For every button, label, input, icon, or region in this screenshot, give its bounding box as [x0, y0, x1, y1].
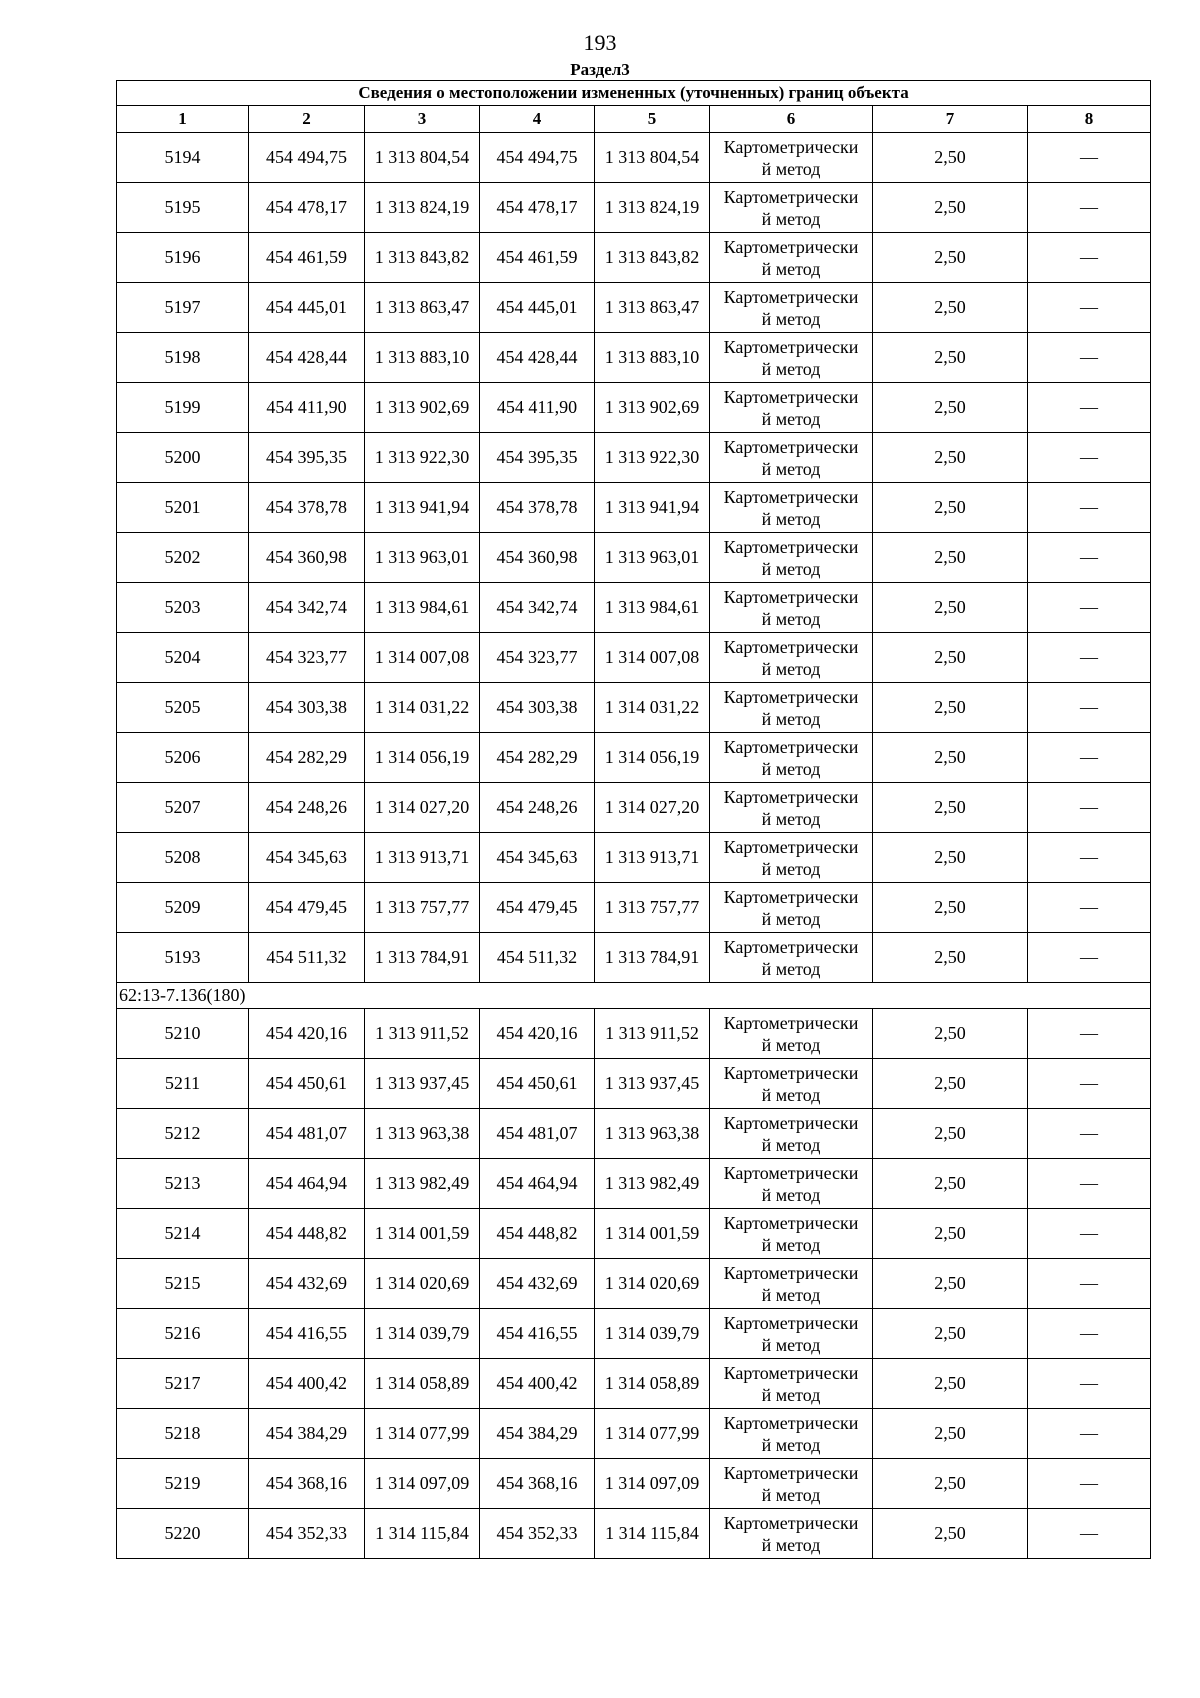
table-cell-col-6: Картометрически й метод: [710, 1259, 873, 1309]
table-cell-col-8: —: [1028, 533, 1151, 583]
table-cell-col-7: 2,50: [873, 433, 1028, 483]
table-cell-col-1: 5193: [117, 933, 249, 983]
table-cell-col-2: 454 248,26: [249, 783, 365, 833]
table-cell-col-7: 2,50: [873, 533, 1028, 583]
table-cell-col-5: 1 314 001,59: [595, 1209, 710, 1259]
table-cell-col-2: 454 481,07: [249, 1109, 365, 1159]
table-cell-col-4: 454 360,98: [480, 533, 595, 583]
table-cell-col-3: 1 314 115,84: [365, 1509, 480, 1559]
column-number-5: 5: [595, 106, 710, 133]
table-cell-col-4: 454 479,45: [480, 883, 595, 933]
table-row: [117, 183, 1151, 233]
table-cell-col-3: 1 313 984,61: [365, 583, 480, 633]
table-row: [117, 683, 1151, 733]
table-row: [117, 583, 1151, 633]
table-cell-col-2: 454 416,55: [249, 1309, 365, 1359]
column-number-7: 7: [873, 106, 1028, 133]
table-cell-col-6: Картометрически й метод: [710, 333, 873, 383]
table-cell-col-7: 2,50: [873, 1459, 1028, 1509]
table-cell-col-7: 2,50: [873, 1109, 1028, 1159]
table-cell-col-3: 1 313 937,45: [365, 1059, 480, 1109]
table-cell-col-4: 454 400,42: [480, 1359, 595, 1409]
table-cell-col-4: 454 342,74: [480, 583, 595, 633]
table-cell-col-7: 2,50: [873, 633, 1028, 683]
table-cell-col-1: 5207: [117, 783, 249, 833]
table-cell-col-4: 454 448,82: [480, 1209, 595, 1259]
table-cell-col-2: 454 282,29: [249, 733, 365, 783]
column-number-2: 2: [249, 106, 365, 133]
column-number-4: 4: [480, 106, 595, 133]
table-cell-col-1: 5197: [117, 283, 249, 333]
table-row: [117, 1009, 1151, 1059]
table-row: [117, 783, 1151, 833]
table-cell-col-3: 1 314 031,22: [365, 683, 480, 733]
table-cell-col-3: 1 314 077,99: [365, 1409, 480, 1459]
table-cell-col-2: 454 378,78: [249, 483, 365, 533]
table-row: [117, 1259, 1151, 1309]
table-cell-col-7: 2,50: [873, 233, 1028, 283]
table-cell-col-5: 1 314 020,69: [595, 1259, 710, 1309]
table-cell-col-6: Картометрически й метод: [710, 133, 873, 183]
table-cell-col-5: 1 313 963,38: [595, 1109, 710, 1159]
table-cell-col-3: 1 313 883,10: [365, 333, 480, 383]
table-cell-col-6: Картометрически й метод: [710, 383, 873, 433]
table-cell-col-3: 1 313 863,47: [365, 283, 480, 333]
table-cell-col-1: 5202: [117, 533, 249, 583]
table-cell-col-8: —: [1028, 1209, 1151, 1259]
table-cell-col-6: Картометрически й метод: [710, 1459, 873, 1509]
table-cell-col-1: 5199: [117, 383, 249, 433]
table-cell-col-7: 2,50: [873, 383, 1028, 433]
table-cell-col-1: 5200: [117, 433, 249, 483]
table-cell-col-4: 454 368,16: [480, 1459, 595, 1509]
table-cell-col-1: 5205: [117, 683, 249, 733]
table-cell-col-5: 1 313 963,01: [595, 533, 710, 583]
table-row: [117, 933, 1151, 983]
table-cell-col-5: 1 314 058,89: [595, 1359, 710, 1409]
table-cell-col-4: 454 352,33: [480, 1509, 595, 1559]
table-cell-col-6: Картометрически й метод: [710, 1109, 873, 1159]
table-cell-col-1: 5210: [117, 1009, 249, 1059]
table-cell-col-6: Картометрически й метод: [710, 733, 873, 783]
table-row: [117, 1459, 1151, 1509]
table-cell-col-4: 454 282,29: [480, 733, 595, 783]
table-cell-col-7: 2,50: [873, 1509, 1028, 1559]
table-row: [117, 333, 1151, 383]
table-cell-col-1: 5196: [117, 233, 249, 283]
table-row: [117, 433, 1151, 483]
table-cell-col-3: 1 313 804,54: [365, 133, 480, 183]
table-row: [117, 633, 1151, 683]
table-row: [117, 1159, 1151, 1209]
table-caption: Сведения о местоположении измененных (уточненных) границ объекта: [117, 81, 1151, 106]
group-row: [117, 983, 1151, 1009]
table-cell-col-2: 454 395,35: [249, 433, 365, 483]
table-cell-col-2: 454 420,16: [249, 1009, 365, 1059]
table-cell-col-3: 1 314 001,59: [365, 1209, 480, 1259]
table-cell-col-2: 454 384,29: [249, 1409, 365, 1459]
table-cell-col-2: 454 368,16: [249, 1459, 365, 1509]
table-cell-col-1: 5220: [117, 1509, 249, 1559]
table-cell-col-1: 5216: [117, 1309, 249, 1359]
table-cell-col-3: 1 314 007,08: [365, 633, 480, 683]
table-cell-col-7: 2,50: [873, 1259, 1028, 1309]
table-cell-col-5: 1 313 984,61: [595, 583, 710, 633]
table-cell-col-8: —: [1028, 1309, 1151, 1359]
group-label: 62:13-7.136(180): [117, 983, 1151, 1009]
table-cell-col-5: 1 313 913,71: [595, 833, 710, 883]
table-cell-col-4: 454 511,32: [480, 933, 595, 983]
table-cell-col-1: 5201: [117, 483, 249, 533]
table-cell-col-4: 454 303,38: [480, 683, 595, 733]
table-cell-col-4: 454 384,29: [480, 1409, 595, 1459]
table-cell-col-5: 1 313 902,69: [595, 383, 710, 433]
table-cell-col-8: —: [1028, 883, 1151, 933]
table-cell-col-8: —: [1028, 133, 1151, 183]
table-cell-col-1: 5212: [117, 1109, 249, 1159]
table-cell-col-5: 1 313 982,49: [595, 1159, 710, 1209]
table-cell-col-5: 1 314 115,84: [595, 1509, 710, 1559]
table-cell-col-6: Картометрически й метод: [710, 283, 873, 333]
table-cell-col-8: —: [1028, 183, 1151, 233]
table-row: [117, 233, 1151, 283]
table-cell-col-5: 1 313 937,45: [595, 1059, 710, 1109]
table-cell-col-3: 1 314 097,09: [365, 1459, 480, 1509]
table-cell-col-7: 2,50: [873, 1009, 1028, 1059]
table-cell-col-8: —: [1028, 1009, 1151, 1059]
table-cell-col-1: 5206: [117, 733, 249, 783]
table-cell-col-2: 454 345,63: [249, 833, 365, 883]
table-cell-col-2: 454 411,90: [249, 383, 365, 433]
table-cell-col-7: 2,50: [873, 733, 1028, 783]
table-cell-col-3: 1 314 039,79: [365, 1309, 480, 1359]
table-cell-col-6: Картометрически й метод: [710, 683, 873, 733]
table-row: [117, 1209, 1151, 1259]
table-cell-col-2: 454 432,69: [249, 1259, 365, 1309]
table-cell-col-7: 2,50: [873, 183, 1028, 233]
table-cell-col-7: 2,50: [873, 1159, 1028, 1209]
table-row: [117, 1509, 1151, 1559]
table-cell-col-5: 1 313 804,54: [595, 133, 710, 183]
table-cell-col-1: 5215: [117, 1259, 249, 1309]
table-cell-col-8: —: [1028, 733, 1151, 783]
table-cell-col-8: —: [1028, 833, 1151, 883]
table-cell-col-2: 454 511,32: [249, 933, 365, 983]
table-cell-col-7: 2,50: [873, 483, 1028, 533]
table-cell-col-4: 454 378,78: [480, 483, 595, 533]
table-cell-col-3: 1 313 843,82: [365, 233, 480, 283]
table-cell-col-3: 1 313 922,30: [365, 433, 480, 483]
table-cell-col-1: 5194: [117, 133, 249, 183]
table-cell-col-6: Картометрически й метод: [710, 1159, 873, 1209]
table-cell-col-2: 454 478,17: [249, 183, 365, 233]
table-row: [117, 1359, 1151, 1409]
table-row: [117, 883, 1151, 933]
table-caption-row: [117, 81, 1151, 106]
table-cell-col-2: 454 360,98: [249, 533, 365, 583]
table-cell-col-2: 454 342,74: [249, 583, 365, 633]
table-cell-col-3: 1 313 941,94: [365, 483, 480, 533]
table-cell-col-8: —: [1028, 933, 1151, 983]
table-cell-col-5: 1 313 843,82: [595, 233, 710, 283]
table-cell-col-1: 5218: [117, 1409, 249, 1459]
table-cell-col-6: Картометрически й метод: [710, 483, 873, 533]
table-cell-col-7: 2,50: [873, 583, 1028, 633]
table-row: [117, 1409, 1151, 1459]
table-cell-col-3: 1 313 913,71: [365, 833, 480, 883]
table-cell-col-5: 1 314 031,22: [595, 683, 710, 733]
table-row: [117, 1059, 1151, 1109]
table-cell-col-4: 454 323,77: [480, 633, 595, 683]
table-cell-col-5: 1 314 097,09: [595, 1459, 710, 1509]
table-cell-col-6: Картометрически й метод: [710, 233, 873, 283]
table-cell-col-2: 454 400,42: [249, 1359, 365, 1409]
table-cell-col-1: 5195: [117, 183, 249, 233]
table-cell-col-3: 1 313 963,38: [365, 1109, 480, 1159]
table-cell-col-2: 454 494,75: [249, 133, 365, 183]
table-row: [117, 133, 1151, 183]
table-cell-col-6: Картометрически й метод: [710, 183, 873, 233]
table-cell-col-6: Картометрически й метод: [710, 433, 873, 483]
table-cell-col-3: 1 314 056,19: [365, 733, 480, 783]
table-row: [117, 733, 1151, 783]
table-cell-col-5: 1 314 027,20: [595, 783, 710, 833]
table-cell-col-3: 1 313 824,19: [365, 183, 480, 233]
table-cell-col-8: —: [1028, 433, 1151, 483]
table-cell-col-5: 1 314 077,99: [595, 1409, 710, 1459]
table-cell-col-1: 5214: [117, 1209, 249, 1259]
table-cell-col-7: 2,50: [873, 1359, 1028, 1409]
table-cell-col-3: 1 313 902,69: [365, 383, 480, 433]
table-cell-col-5: 1 313 824,19: [595, 183, 710, 233]
table-row: [117, 1109, 1151, 1159]
table-cell-col-4: 454 416,55: [480, 1309, 595, 1359]
table-cell-col-2: 454 428,44: [249, 333, 365, 383]
table-cell-col-8: —: [1028, 383, 1151, 433]
table-cell-col-2: 454 352,33: [249, 1509, 365, 1559]
table-cell-col-8: —: [1028, 1109, 1151, 1159]
table-cell-col-4: 454 428,44: [480, 333, 595, 383]
table-cell-col-5: 1 313 757,77: [595, 883, 710, 933]
table-cell-col-7: 2,50: [873, 783, 1028, 833]
table-cell-col-6: Картометрически й метод: [710, 883, 873, 933]
table-cell-col-4: 454 411,90: [480, 383, 595, 433]
table-cell-col-3: 1 314 020,69: [365, 1259, 480, 1309]
table-cell-col-2: 454 448,82: [249, 1209, 365, 1259]
table-cell-col-7: 2,50: [873, 1209, 1028, 1259]
table-cell-col-1: 5204: [117, 633, 249, 683]
table-cell-col-8: —: [1028, 1509, 1151, 1559]
table-cell-col-5: 1 313 863,47: [595, 283, 710, 333]
table-cell-col-8: —: [1028, 1359, 1151, 1409]
table-cell-col-1: 5203: [117, 583, 249, 633]
table-cell-col-8: —: [1028, 333, 1151, 383]
table-cell-col-2: 454 479,45: [249, 883, 365, 933]
table-cell-col-4: 454 248,26: [480, 783, 595, 833]
table-cell-col-6: Картометрически й метод: [710, 833, 873, 883]
table-cell-col-6: Картометрически й метод: [710, 1209, 873, 1259]
table-row: [117, 533, 1151, 583]
table-cell-col-8: —: [1028, 1059, 1151, 1109]
table-cell-col-5: 1 313 883,10: [595, 333, 710, 383]
table-cell-col-6: Картометрически й метод: [710, 533, 873, 583]
table-cell-col-7: 2,50: [873, 1309, 1028, 1359]
table-cell-col-4: 454 420,16: [480, 1009, 595, 1059]
table-cell-col-2: 454 445,01: [249, 283, 365, 333]
table-cell-col-4: 454 461,59: [480, 233, 595, 283]
table-cell-col-5: 1 314 007,08: [595, 633, 710, 683]
table-cell-col-7: 2,50: [873, 883, 1028, 933]
column-number-1: 1: [117, 106, 249, 133]
section-title: Раздел3: [570, 60, 630, 79]
table-row: [117, 833, 1151, 883]
table-cell-col-2: 454 323,77: [249, 633, 365, 683]
table-cell-col-4: 454 432,69: [480, 1259, 595, 1309]
table-cell-col-3: 1 313 911,52: [365, 1009, 480, 1059]
table-row: [117, 1309, 1151, 1359]
table-cell-col-4: 454 445,01: [480, 283, 595, 333]
table-cell-col-6: Картометрически й метод: [710, 1309, 873, 1359]
table-cell-col-5: 1 314 039,79: [595, 1309, 710, 1359]
table-cell-col-7: 2,50: [873, 833, 1028, 883]
table-cell-col-1: 5211: [117, 1059, 249, 1109]
table-cell-col-1: 5213: [117, 1159, 249, 1209]
table-cell-col-8: —: [1028, 1159, 1151, 1209]
coordinates-table: [116, 80, 1151, 1559]
table-cell-col-7: 2,50: [873, 133, 1028, 183]
column-number-3: 3: [365, 106, 480, 133]
table-cell-col-8: —: [1028, 633, 1151, 683]
table-cell-col-2: 454 450,61: [249, 1059, 365, 1109]
table-cell-col-4: 454 494,75: [480, 133, 595, 183]
table-cell-col-4: 454 345,63: [480, 833, 595, 883]
table-row: [117, 383, 1151, 433]
table-body: [117, 81, 1151, 1559]
table-cell-col-8: —: [1028, 683, 1151, 733]
table-cell-col-1: 5198: [117, 333, 249, 383]
table-cell-col-5: 1 313 911,52: [595, 1009, 710, 1059]
table-cell-col-3: 1 313 757,77: [365, 883, 480, 933]
table-cell-col-4: 454 450,61: [480, 1059, 595, 1109]
column-number-8: 8: [1028, 106, 1151, 133]
table-cell-col-8: —: [1028, 783, 1151, 833]
table-cell-col-5: 1 313 922,30: [595, 433, 710, 483]
table-cell-col-7: 2,50: [873, 1059, 1028, 1109]
table-cell-col-7: 2,50: [873, 283, 1028, 333]
column-number-6: 6: [710, 106, 873, 133]
table-cell-col-7: 2,50: [873, 1409, 1028, 1459]
table-cell-col-2: 454 303,38: [249, 683, 365, 733]
table-cell-col-2: 454 464,94: [249, 1159, 365, 1209]
table-cell-col-7: 2,50: [873, 683, 1028, 733]
table-cell-col-3: 1 314 027,20: [365, 783, 480, 833]
table-cell-col-6: Картометрически й метод: [710, 933, 873, 983]
table-row: [117, 283, 1151, 333]
table-cell-col-5: 1 313 784,91: [595, 933, 710, 983]
table-cell-col-6: Картометрически й метод: [710, 1359, 873, 1409]
table-cell-col-7: 2,50: [873, 933, 1028, 983]
table-cell-col-6: Картометрически й метод: [710, 583, 873, 633]
table-cell-col-1: 5219: [117, 1459, 249, 1509]
table-cell-col-3: 1 313 982,49: [365, 1159, 480, 1209]
table-cell-col-8: —: [1028, 483, 1151, 533]
table-cell-col-8: —: [1028, 283, 1151, 333]
table-cell-col-1: 5208: [117, 833, 249, 883]
table-cell-col-8: —: [1028, 1459, 1151, 1509]
table-cell-col-4: 454 478,17: [480, 183, 595, 233]
table-cell-col-3: 1 313 963,01: [365, 533, 480, 583]
column-numbers-row: [117, 106, 1151, 133]
table-cell-col-6: Картометрически й метод: [710, 1009, 873, 1059]
table-cell-col-8: —: [1028, 1409, 1151, 1459]
page-number: 193: [583, 30, 617, 55]
table-cell-col-6: Картометрически й метод: [710, 633, 873, 683]
table-cell-col-1: 5217: [117, 1359, 249, 1409]
table-cell-col-6: Картометрически й метод: [710, 1409, 873, 1459]
table-cell-col-8: —: [1028, 583, 1151, 633]
table-cell-col-5: 1 313 941,94: [595, 483, 710, 533]
table-cell-col-8: —: [1028, 233, 1151, 283]
table-cell-col-6: Картометрически й метод: [710, 1059, 873, 1109]
table-cell-col-6: Картометрически й метод: [710, 783, 873, 833]
table-cell-col-6: Картометрически й метод: [710, 1509, 873, 1559]
table-cell-col-1: 5209: [117, 883, 249, 933]
table-cell-col-3: 1 313 784,91: [365, 933, 480, 983]
table-cell-col-4: 454 395,35: [480, 433, 595, 483]
table-cell-col-4: 454 464,94: [480, 1159, 595, 1209]
table-row: [117, 483, 1151, 533]
table-cell-col-3: 1 314 058,89: [365, 1359, 480, 1409]
table-cell-col-4: 454 481,07: [480, 1109, 595, 1159]
table-cell-col-8: —: [1028, 1259, 1151, 1309]
table-cell-col-2: 454 461,59: [249, 233, 365, 283]
table-cell-col-5: 1 314 056,19: [595, 733, 710, 783]
table-cell-col-7: 2,50: [873, 333, 1028, 383]
